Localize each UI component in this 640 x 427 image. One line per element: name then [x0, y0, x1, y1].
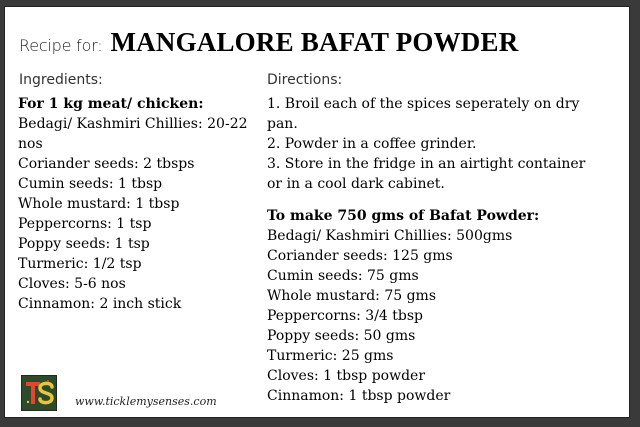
- bulk-item: Cinnamon: 1 tbsp powder: [267, 388, 451, 404]
- bulk-item: Cloves: 1 tbsp powder: [267, 368, 426, 384]
- recipe-header: [19, 27, 518, 58]
- recipe-card: [4, 6, 630, 418]
- recipe-for-label: Recipe for:: [19, 36, 103, 55]
- ingredient-item: Bedagi/ Kashmiri Chillies: 20-22 nos: [18, 116, 248, 152]
- ingredients-list: [18, 94, 263, 314]
- logo-ts-mark: [22, 376, 56, 410]
- website-url: www.ticklemysenses.com: [75, 395, 217, 408]
- ingredient-item: Poppy seeds: 1 tsp: [18, 236, 150, 252]
- bulk-item: Bedagi/ Kashmiri Chillies: 500gms: [267, 228, 513, 244]
- ingredient-item: Turmeric: 1/2 tsp: [18, 256, 142, 272]
- ingredient-item: Coriander seeds: 2 tbsps: [18, 156, 195, 172]
- ingredients-label: Ingredients:: [19, 72, 103, 88]
- bulk-item: Cumin seeds: 75 gms: [267, 268, 419, 284]
- ingredient-item: Cloves: 5-6 nos: [18, 276, 126, 292]
- ingredient-item: Peppercorns: 1 tsp: [18, 216, 152, 232]
- direction-step: 2. Powder in a coffee grinder.: [267, 136, 477, 152]
- ingredients-subtitle: For 1 kg meat/ chicken:: [18, 96, 204, 112]
- directions-list: [267, 94, 597, 194]
- bulk-recipe-list: [267, 206, 597, 406]
- ingredient-item: Cumin seeds: 1 tbsp: [18, 176, 163, 192]
- bulk-item: Coriander seeds: 125 gms: [267, 248, 453, 264]
- direction-step: 3. Store in the fridge in an airtight container or in a cool dark cabinet.: [267, 156, 586, 192]
- bulk-item: Poppy seeds: 50 gms: [267, 328, 416, 344]
- bulk-item: Peppercorns: 3/4 tbsp: [267, 308, 424, 324]
- bulk-item: Turmeric: 25 gms: [267, 348, 394, 364]
- ingredient-item: Cinnamon: 2 inch stick: [18, 296, 182, 312]
- ingredient-item: Whole mustard: 1 tbsp: [18, 196, 180, 212]
- bulk-item: Whole mustard: 75 gms: [267, 288, 437, 304]
- directions-label: Directions:: [267, 72, 343, 88]
- recipe-title: MANGALORE BAFAT POWDER: [110, 27, 519, 57]
- site-logo: [21, 375, 57, 411]
- bulk-recipe-title: To make 750 gms of Bafat Powder:: [267, 208, 540, 224]
- direction-step: 1. Broil each of the spices seperately on dry pan.: [267, 96, 580, 132]
